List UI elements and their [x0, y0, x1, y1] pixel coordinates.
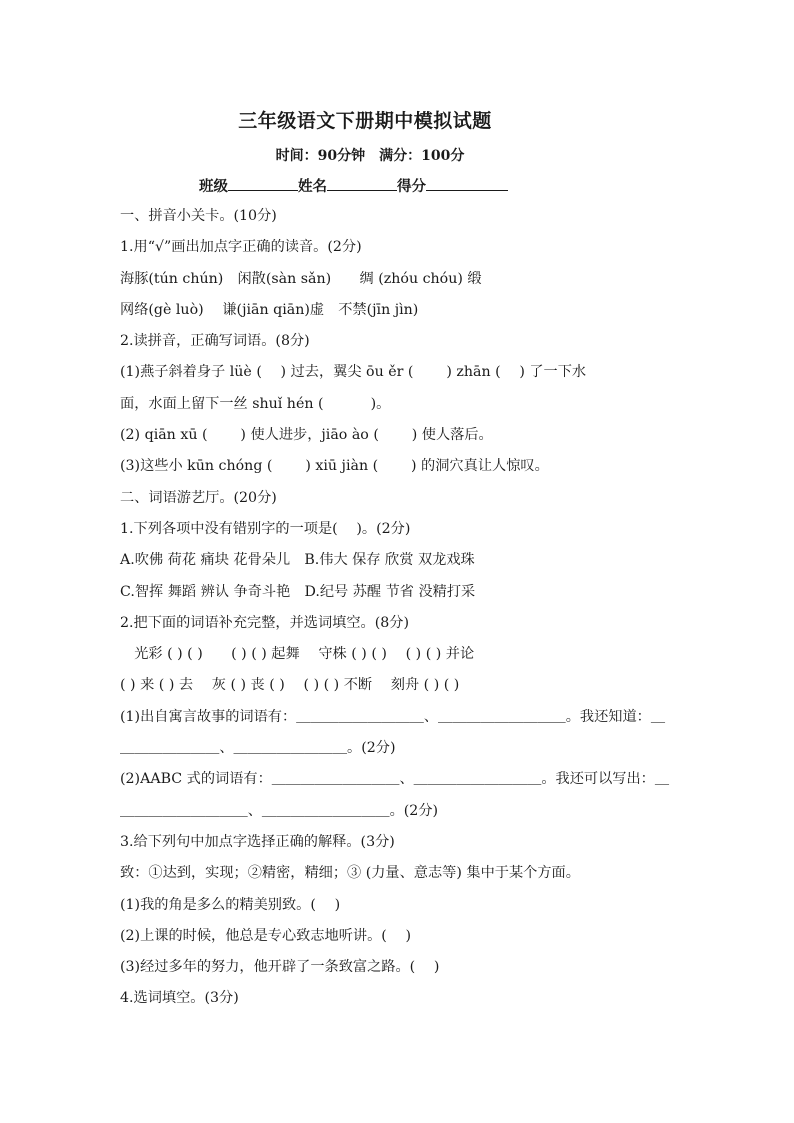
- question-text: (3)经过多年的努力，他开辟了一条致富之路。( ): [120, 959, 440, 976]
- exam-title: 三年级语文下册期中模拟试题: [238, 110, 492, 132]
- question-text: (2) qiān xū ( ) 使人进步，jiāo ào ( ) 使人落后。: [120, 427, 493, 444]
- score-label: 得分: [397, 178, 426, 195]
- section-heading-words: 二、词语游艺厅。(20分): [120, 489, 277, 506]
- question-text: (1)燕子斜着身子 lüè ( ) 过去，翼尖 ōu ěr ( ) zhān ( ) 了一下水: [120, 364, 587, 381]
- question-text: 致：①达到，实现；②精密，精细；③ (力量、意志等) 集中于某个方面。: [120, 865, 580, 882]
- question-text: 1.下列各项中没有错别字的一项是( )。(2分): [120, 520, 411, 537]
- question-text: (2)AABC 式的词语有：＿＿＿＿＿＿＿＿＿、＿＿＿＿＿＿＿＿＿。我还可以写出：＿: [120, 771, 670, 788]
- question-text: ＿＿＿＿＿＿＿、＿＿＿＿＿＿＿＿。(2分): [120, 740, 396, 757]
- question-text: (3)这些小 kūn chóng ( ) xiū jiàn ( ) 的洞穴真让人惊叹。: [120, 458, 549, 475]
- question-text: (2)上课的时候，他总是专心致志地听讲。( ): [120, 927, 412, 944]
- question-text: ( ) 来 ( ) 去 灰 ( ) 丧 ( ) ( ) ( ) 不断 刻舟 ( ) ( ): [120, 677, 460, 694]
- question-text: A.吹佛 荷花 痛块 花骨朵儿 B.伟大 保存 欣赏 双龙戏珠: [120, 552, 475, 569]
- exam-body: [120, 206, 700, 1020]
- question-text: 海豚(tún chún) 闲散(sàn sǎn) 绸 (zhóu chóu) 缎: [120, 270, 482, 287]
- question-text: C.智挥 舞蹈 辨认 争奇斗艳 D.纪号 苏醒 节省 没精打采: [120, 583, 476, 600]
- question-text: 网络(gè luò) 谦(jiān qiān)虚 不禁(jīn jìn): [120, 301, 419, 318]
- class-blank[interactable]: [228, 176, 298, 191]
- question-text: 光彩 ( ) ( ) ( ) ( ) 起舞 守株 ( ) ( ) ( ) ( ) 并论: [120, 646, 475, 663]
- question-text: 2.读拼音，正确写词语。(8分): [120, 333, 310, 350]
- exam-time-score: 时间：90分钟 满分：100分: [275, 148, 465, 164]
- question-text: 4.选词填空。(3分): [120, 990, 239, 1007]
- question-text: (1)出自寓言故事的词语有：＿＿＿＿＿＿＿＿＿、＿＿＿＿＿＿＿＿＿。我还知道：＿: [120, 708, 666, 725]
- question-text: 2.把下面的词语补充完整，并选词填空。(8分): [120, 614, 410, 631]
- question-text: 1.用“√”画出加点字正确的读音。(2分): [120, 239, 362, 256]
- score-blank[interactable]: [426, 176, 508, 191]
- name-blank[interactable]: [327, 176, 397, 191]
- name-label: 姓名: [298, 178, 327, 195]
- student-info-row: [199, 175, 508, 196]
- question-text: ＿＿＿＿＿＿＿＿＿、＿＿＿＿＿＿＿＿＿。(2分): [120, 802, 439, 819]
- question-text: 面，水面上留下一丝 shuǐ hén ( )。: [120, 395, 391, 412]
- question-text: (1)我的角是多么的精美别致。( ): [120, 896, 341, 913]
- section-heading-pinyin: 一、拼音小关卡。(10分): [120, 208, 277, 224]
- question-text: 3.给下列句中加点字选择正确的解释。(3分): [120, 833, 395, 850]
- class-label: 班级: [199, 178, 228, 195]
